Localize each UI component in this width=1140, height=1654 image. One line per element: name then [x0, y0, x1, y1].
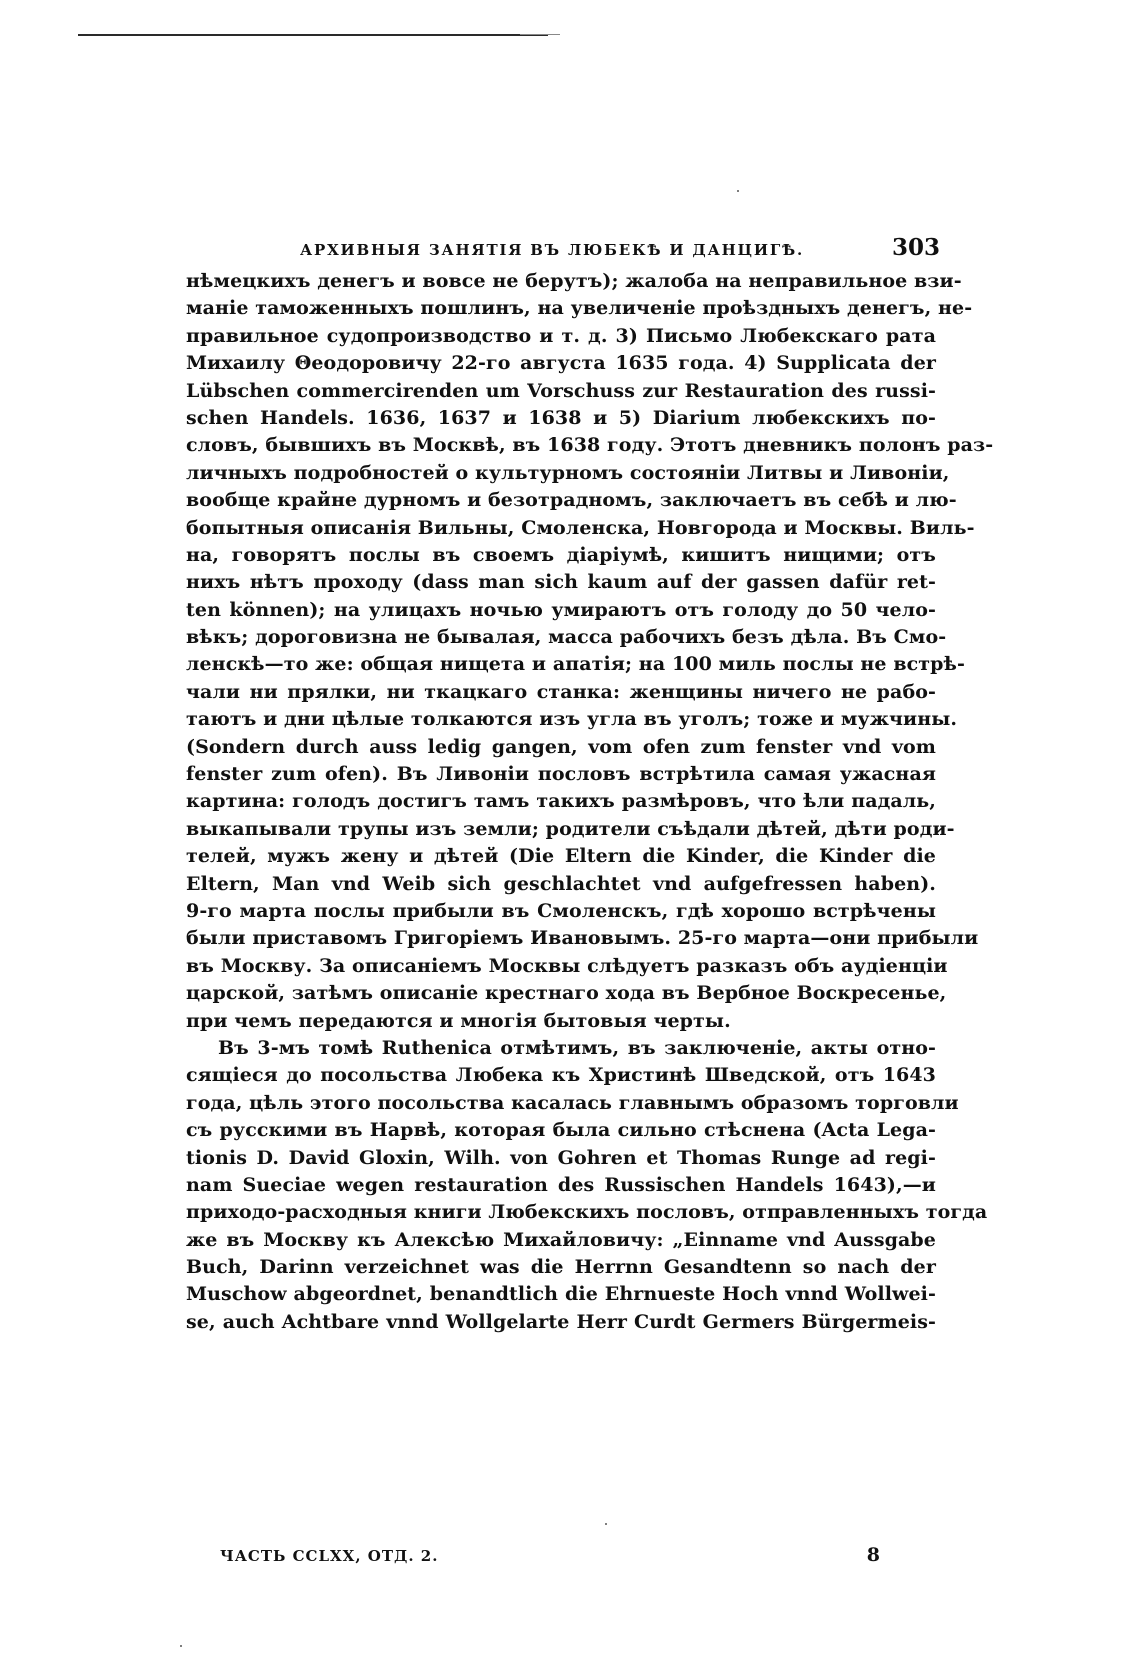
text-line: выкапывали трупы изъ земли; родители съѣдали дѣтей, дѣти роди- [186, 817, 955, 840]
text-line: чали ни прялки, ни ткацкаго станка: женщины ничего не рабо- [186, 680, 936, 703]
body-text [186, 268, 994, 1336]
text-line: вѣкъ; дороговизна не бывалая, масса рабочихъ безъ дѣла. Въ Смо- [186, 626, 947, 649]
page-header [300, 234, 940, 264]
sheet-number: 8 [866, 1544, 880, 1566]
text-line: бопытныя описанія Вильны, Смоленска, Новгорода и Москвы. Виль- [186, 516, 975, 539]
text-line: въ Москву. За описаніемъ Москвы слѣдуетъ разказъ объ аудіенціи [186, 954, 948, 977]
text-line: Въ 3-мъ томѣ Ruthenica отмѣтимъ, въ заключеніе, акты отно- [218, 1036, 936, 1059]
text-line: при чемъ передаются и многія бытовыя черты. [186, 1009, 731, 1032]
page-number: 303 [891, 234, 940, 261]
text-line: Lübschen commercirenden um Vorschuss zur Restauration des russi- [186, 379, 936, 402]
text-line: ленскѣ—то же: общая нищета и апатія; на 100 миль послы не встрѣ- [186, 653, 966, 676]
text-line: Muschow abgeordnet, benandtlich die Ehrnueste Hoch vnnd Wollwei- [186, 1283, 936, 1306]
text-line: Михаилу Θеодоровичу 22-го августа 1635 года. 4) Supplicata der [186, 352, 936, 375]
printer-signature: ЧАСТЬ CCLXX, ОТД. 2. [220, 1547, 439, 1565]
page-footer [220, 1544, 880, 1566]
text-line: Eltern, Man vnd Weib sich geschlachtet vnd aufgefressen haben). [186, 872, 936, 895]
text-line: года, цѣль этого посольства касалась главнымъ образомъ торговли [186, 1091, 959, 1114]
running-title: АРХИВНЫЯ ЗАНЯТІЯ ВЪ ЛЮБЕКѢ И ДАНЦИГѢ. [300, 241, 805, 259]
text-line: вообще крайне дурномъ и безотрадномъ, заключаетъ въ себѣ и лю- [186, 489, 957, 512]
text-line: приходо-расходныя книги Любекскихъ пословъ, отправленныхъ тогда [186, 1201, 988, 1224]
scan-top-rule-fragment [520, 34, 560, 35]
text-line: ten können); на улицахъ ночью умираютъ отъ голоду до 50 чело- [186, 598, 936, 621]
text-line: личныхъ подробностей о культурномъ состояніи Литвы и Ливоніи, [186, 461, 950, 484]
text-line: правильное судопроизводство и т. д. 3) Письмо Любекскаго рата [186, 324, 936, 347]
text-line: царской, затѣмъ описаніе крестнаго хода въ Вербное Воскресенье, [186, 982, 947, 1005]
text-line: таютъ и дни цѣлые толкаются изъ угла въ уголъ; тоже и мужчины. [186, 708, 958, 731]
text-line: nam Sueciae wegen restauration des Russischen Handels 1643),—и [186, 1173, 936, 1196]
text-line: на, говорятъ послы въ своемъ діаріумѣ, кишитъ нищими; отъ [186, 543, 936, 566]
scan-top-rule [78, 34, 548, 36]
text-line: словъ, бывшихъ въ Москвѣ, въ 1638 году. Этотъ дневникъ полонъ раз- [186, 434, 994, 457]
scan-speck [605, 1523, 607, 1525]
text-line: картина: голодъ достигъ тамъ такихъ размѣровъ, что ѣли падаль, [186, 790, 936, 813]
text-line: были приставомъ Григоріемъ Ивановымъ. 25-го марта—они прибыли [186, 927, 979, 950]
text-line: сящіеся до посольства Любека къ Христинѣ Шведской, отъ 1643 [186, 1064, 936, 1087]
text-line: нихъ нѣтъ проходу (dass man sich kaum auf der gassen dafür ret- [186, 571, 936, 594]
text-line: se, auch Achtbare vnnd Wollgelarte Herr Curdt Germers Bürgermeis- [186, 1310, 936, 1333]
text-line: (Sondern durch auss ledig gangen, vom ofen zum fenster vnd vom [186, 735, 936, 758]
text-line: tionis D. David Gloxin, Wilh. von Gohren et Thomas Runge ad regi- [186, 1146, 936, 1169]
scan-speck [737, 190, 739, 192]
text-line: съ русскими въ Нарвѣ, которая была сильно стѣснена (Acta Lega- [186, 1119, 936, 1142]
text-line: нѣмецкихъ денегъ и вовсе не берутъ); жалоба на неправильное взи- [186, 270, 962, 292]
text-line: fenster zum ofen). Въ Ливоніи пословъ встрѣтила самая ужасная [186, 763, 936, 786]
text-line: schen Handels. 1636, 1637 и 1638 и 5) Diarium любекскихъ по- [186, 406, 936, 429]
text-line: маніе таможенныхъ пошлинъ, на увеличеніе проѣздныхъ денегъ, не- [186, 297, 973, 320]
scan-speck [180, 1645, 182, 1647]
text-line: Buch, Darinn verzeichnet was die Herrnn Gesandtenn so nach der [186, 1256, 936, 1279]
text-line: же въ Москву къ Алексѣю Михайловичу: „Einname vnd Aussgabe [186, 1228, 936, 1251]
text-line: телей, мужъ жену и дѣтей (Die Eltern die Kinder, die Kinder die [186, 845, 936, 868]
text-line: 9-го марта послы прибыли въ Смоленскъ, гдѣ хорошо встрѣчены [186, 899, 936, 922]
